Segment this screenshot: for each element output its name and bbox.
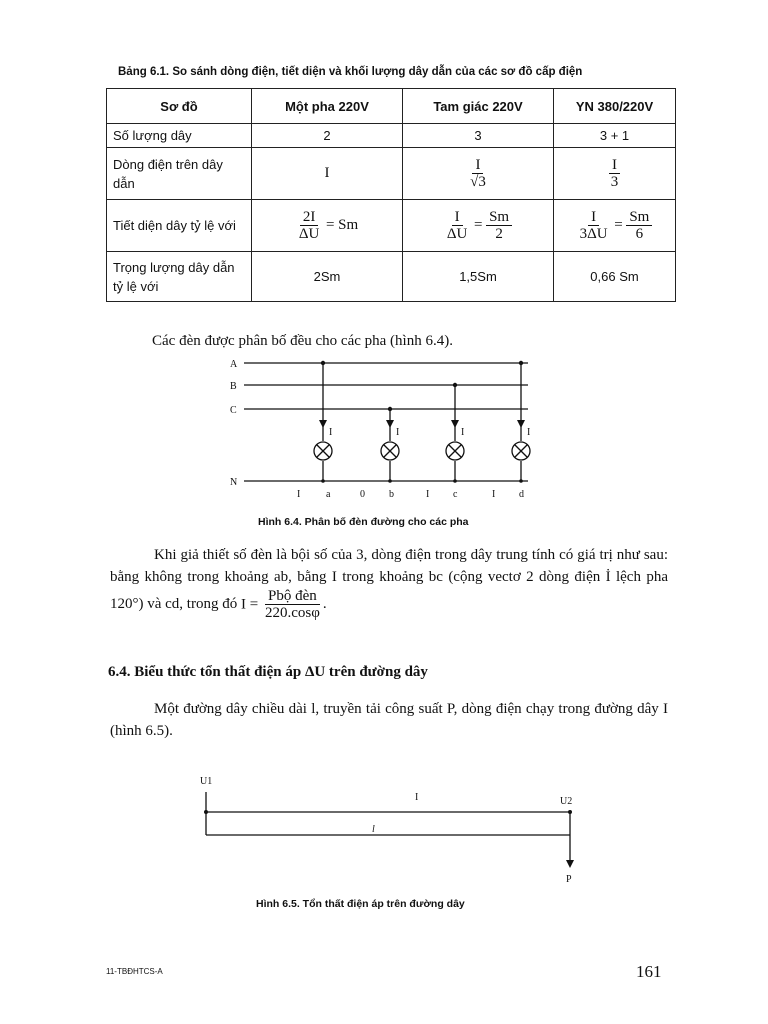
neutral-segment-label: b	[389, 489, 394, 500]
lamp-current-label: I	[396, 427, 400, 438]
neutral-segment-label: I	[297, 489, 301, 500]
fraction-numerator: I	[472, 157, 483, 174]
neutral-segment-label: d	[519, 489, 524, 500]
row-label: Số lượng dây	[107, 124, 252, 148]
neutral-segment-label: c	[453, 489, 458, 500]
fraction-numerator: Pbộ đèn	[265, 588, 320, 605]
row-label: Trọng lượng dây dẫn tỷ lệ với	[107, 252, 252, 302]
phase-label: C	[230, 405, 237, 416]
neutral-segment-label: I	[492, 489, 496, 500]
header-cell: Sơ đồ	[107, 89, 252, 124]
fraction-denominator: 220.cosφ	[264, 605, 320, 621]
fraction-numerator: I	[609, 157, 620, 174]
fraction-denominator: ΔU	[298, 226, 320, 242]
neutral-segment-label: a	[326, 489, 331, 500]
paragraph-lamps: Các đèn được phân bố đều cho các pha (hình 6.4).	[152, 333, 453, 349]
table-caption: Bảng 6.1. So sánh dòng điện, tiết diện và khối lượng dây dẫn của các sơ đồ cấp điện	[118, 66, 583, 78]
header-cell: Một pha 220V	[252, 89, 403, 124]
row-label: Tiết diện dây tỷ lệ với	[107, 200, 252, 252]
equals-sign: =	[474, 217, 483, 233]
row-label: Dòng điện trên dây dẫn	[107, 148, 252, 200]
fraction-denominator: ΔU	[446, 226, 468, 242]
length-label: l	[372, 824, 375, 835]
fraction-numerator: 2I	[300, 209, 319, 226]
lamp-current-label: I	[461, 427, 465, 438]
table-cell: 2Sm	[252, 252, 403, 302]
table-cell: 1,5Sm	[403, 252, 554, 302]
formula-lhs: I =	[240, 596, 259, 613]
footer-code: 11-TBĐHTCS-A	[106, 967, 163, 976]
fraction-denominator: 2	[495, 226, 503, 242]
power-label: P	[566, 874, 572, 885]
fraction-denominator: 3	[610, 174, 619, 190]
fraction	[262, 588, 323, 621]
neutral-segment-label: I	[426, 489, 430, 500]
lamp-icon	[381, 442, 399, 460]
cell-formula: I	[324, 165, 330, 182]
figure-6-4-caption: Hình 6.4. Phân bố đèn đường cho các pha	[258, 516, 469, 528]
equation-rhs: = Sm	[325, 217, 359, 233]
table-cell: 0,66 Sm	[554, 252, 676, 302]
figure-6-5-caption: Hình 6.5. Tổn thất điện áp trên đường dây	[256, 898, 465, 910]
phase-label: B	[230, 381, 237, 392]
figure-6-5-diagram	[0, 760, 768, 900]
fraction-numerator: I	[588, 209, 599, 226]
phase-label: A	[230, 359, 238, 370]
fraction-denominator: 3ΔU	[579, 226, 608, 242]
lamp-icon	[512, 442, 530, 460]
current-label: I	[415, 792, 419, 803]
table-cell: 2	[252, 124, 403, 148]
fraction-denominator: √3	[470, 174, 486, 190]
paragraph-neutral-current: Khi giả thiết số đèn là bội số của 3, dòng điện trong dây trung tính có giá trị như sau: bằng không trong khoảng ab, bằng I trong khoảng bc (cộng vectơ 2 dòng điện İ lệch pha 120°) và cd, trong đó I = $\frac{\text{Pbộ đèn}}{220.\cos\varphi}$ .	[110, 547, 668, 621]
fraction-numerator: Sm	[626, 209, 652, 226]
phase-label: N	[230, 477, 238, 488]
table-cell: 3 + 1	[554, 124, 676, 148]
lamp-icon	[446, 442, 464, 460]
fraction-denominator: 6	[635, 226, 644, 242]
lamp-current-label: I	[329, 427, 333, 438]
fraction-numerator: Sm	[486, 209, 512, 226]
neutral-segment-label: 0	[360, 489, 365, 500]
header-cell: YN 380/220V	[554, 89, 676, 124]
lamp-current-label: I	[527, 427, 531, 438]
paragraph-line: Một đường dây chiều dài l, truyền tải công suất P, dòng điện chạy trong đường dây I (hình 6.5).	[110, 701, 668, 739]
power-arrow-icon	[566, 860, 574, 868]
section-heading: 6.4. Biểu thức tổn thất điện áp ΔU trên đường dây	[108, 664, 428, 680]
page-number: 161	[636, 962, 662, 981]
u1-label: U1	[200, 776, 213, 787]
header-cell: Tam giác 220V	[403, 89, 554, 124]
lamp-icon	[314, 442, 332, 460]
paragraph-text: Khi giả thiết số đèn là bội số của 3, dòng điện trong dây trung tính có giá trị như sau: bằng không trong khoảng ab, bằng I trong khoảng bc (cộng vectơ 2 dòng điện İ lệch pha 120°) và cd, trong đó	[110, 547, 668, 612]
table-cell: 3	[403, 124, 554, 148]
u2-label: U2	[560, 796, 573, 807]
fraction-numerator: I	[452, 209, 463, 226]
equals-sign: =	[614, 217, 623, 233]
